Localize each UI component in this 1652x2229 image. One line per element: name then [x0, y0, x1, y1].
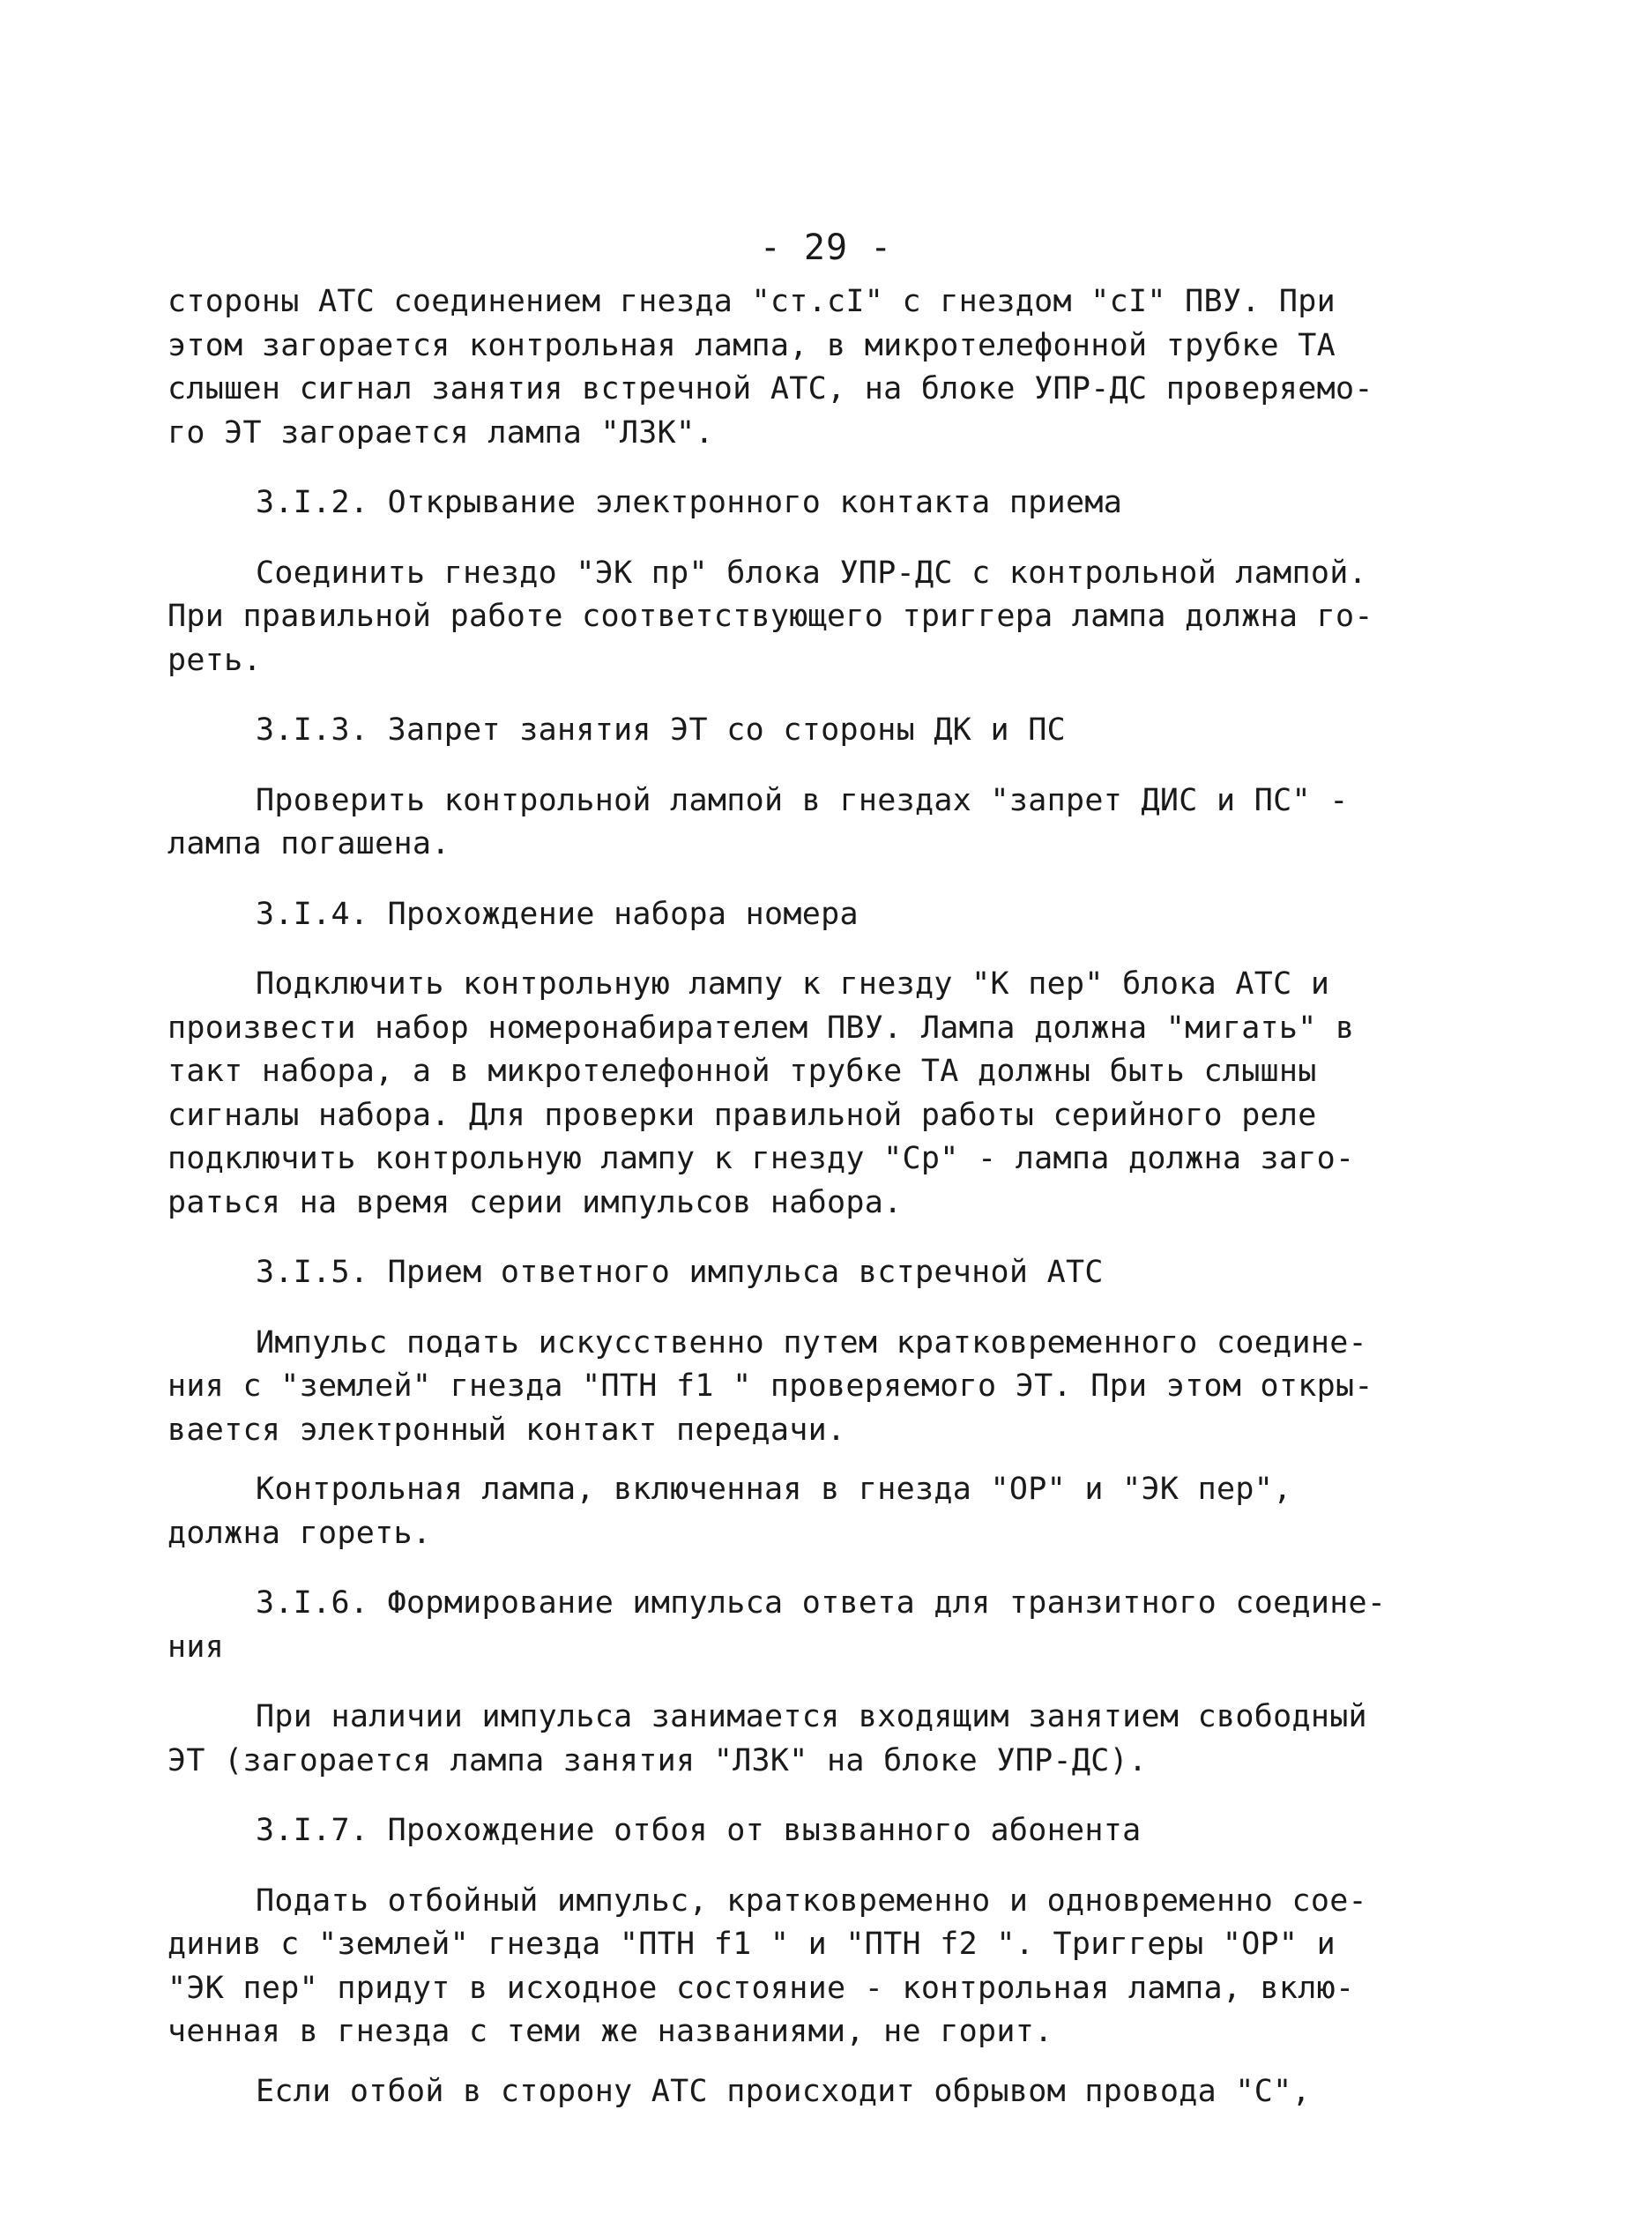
text-line: "ЭК пер" придут в исходное состояние - контрольная лампа, вклю- [167, 1970, 1355, 2006]
spacer [167, 1225, 1340, 1251]
text-line: ченная в гнезда с теми же названиями, не горит. [167, 2014, 1053, 2049]
text-line: Соединить гнездо "ЭК пр" блока УПР-ДС с контрольной лампой. [256, 555, 1367, 591]
section-heading-3-1-3: 3.I.3. Запрет занятия ЭТ со стороны ДК и ПС [256, 712, 1066, 748]
text-line: подключить контрольную лампу к гнезду "Ср" - лампа должна заго- [167, 1141, 1355, 1176]
text-line: ния [167, 1629, 225, 1665]
spacer [167, 867, 1340, 893]
text-line: должна гореть. [167, 1515, 432, 1551]
text-line: реть. [167, 642, 262, 678]
text-line: этом загорается контрольная лампа, в микротелефонной трубке ТА [167, 327, 1336, 363]
text-line: ЭТ (загорается лампа занятия "ЛЗК" на блоке УПР-ДС). [167, 1742, 1148, 1778]
text-line: раться на время серии импульсов набора. [167, 1184, 903, 1220]
spacer [167, 2054, 1340, 2070]
text-line: При правильной работе соответствующего триггера лампа должна го- [167, 599, 1373, 634]
text-line: произвести набор номеронабирателем ПВУ. Лампа должна "мигать" в [167, 1010, 1355, 1046]
text-line: сигналы набора. Для проверки правильной работы серийного реле [167, 1097, 1317, 1133]
spacer [167, 526, 1340, 552]
text-line: Подать отбойный импульс, кратковременно и одновременно сое- [256, 1882, 1367, 1919]
text-line: ния с "землей" гнезда "ПТН f1 " проверяемого ЭТ. При этом откры- [167, 1368, 1373, 1404]
text-line: Если отбой в сторону АТС происходит обрывом провода "С", [256, 2073, 1311, 2109]
section-heading-3-1-4: 3.I.4. Прохождение набора номера [256, 896, 859, 932]
text-line: такт набора, а в микротелефонной трубке ТА должны быть слышны [167, 1054, 1317, 1089]
text-line: Импульс подать искусственно путем кратковременного соедине- [256, 1324, 1367, 1361]
spacer [167, 1783, 1340, 1809]
spacer [167, 753, 1340, 779]
text-line: Подключить контрольную лампу к гнезду "К пер" блока АТС и [256, 966, 1330, 1002]
spacer [167, 455, 1340, 481]
spacer [167, 936, 1340, 963]
section-heading-3-1-5: 3.I.5. Прием ответного импульса встречной АТС [256, 1255, 1104, 1290]
text-line: стороны АТС соединением гнезда "ст.сI" с гнездом "сI" ПВУ. При [167, 284, 1336, 319]
text-line: При наличии импульса занимается входящим занятием свободный [256, 1699, 1367, 1734]
spacer [167, 1669, 1340, 1696]
text-line: го ЭТ загорается лампа "ЛЗК". [167, 414, 714, 451]
spacer [167, 1295, 1340, 1322]
spacer [167, 1555, 1340, 1582]
text-line: слышен сигнал занятия встречной АТС, на блоке УПР-ДС проверяемо- [167, 371, 1373, 406]
section-heading-3-1-6: 3.I.6. Формирование импульса ответа для транзитного соедине- [256, 1585, 1387, 1621]
section-heading-3-1-2: 3.I.2. Открывание электронного контакта приема [256, 485, 1123, 520]
text-line: лампа погашена. [167, 826, 450, 861]
text-line: Проверить контрольной лампой в гнездах "запрет ДИС и ПС" - [256, 782, 1349, 818]
text-line: Контрольная лампа, включенная в гнезда "ОР" и "ЭК пер", [256, 1472, 1292, 1507]
text-line: вается электронный контакт передачи. [167, 1412, 846, 1448]
spacer [167, 1452, 1340, 1468]
spacer [167, 1853, 1340, 1880]
spacer [167, 682, 1340, 709]
section-heading-3-1-7: 3.I.7. Прохождение отбоя от вызванного абонента [256, 1813, 1142, 1848]
text-line: динив с "землей" гнезда "ПТН f1 " и "ПТН f2 ". Триггеры "ОР" и [167, 1927, 1336, 1962]
page-number: - 29 - [759, 227, 893, 268]
body-text [167, 280, 1387, 2113]
